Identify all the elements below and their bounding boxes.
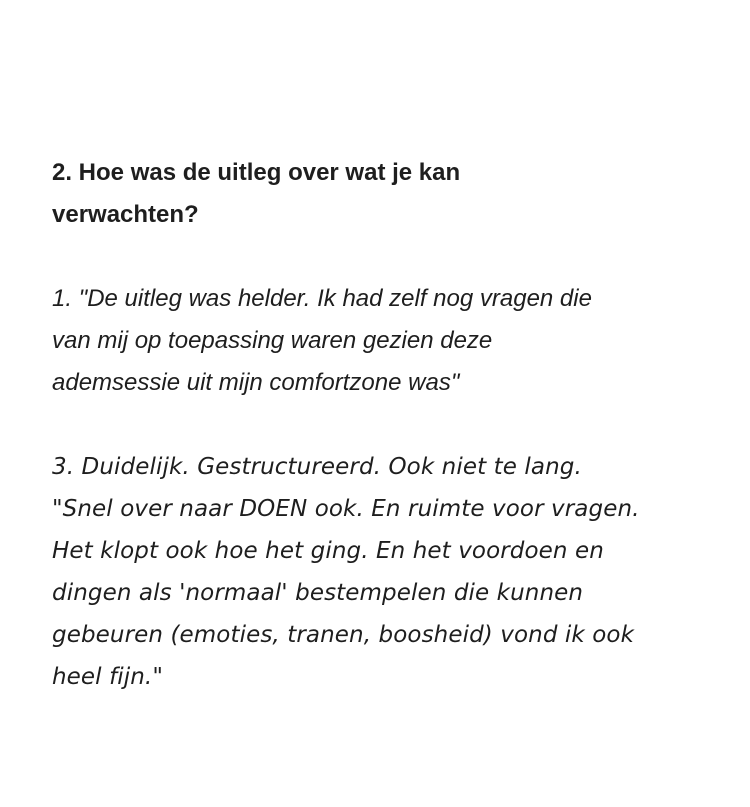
question-heading: 2. Hoe was de uitleg over wat je kan verwachten? <box>52 159 461 228</box>
answer-item: 1. "De uitleg was helder. Ik had zelf nog vragen die van mij op toepassing waren gezien deze ademsessie uit mijn comfortzone was" <box>52 285 592 396</box>
answer-item: 3. Duidelijk. Gestructureerd. Ook niet te lang. "Snel over naar DOEN ook. En ruimte voor vragen. Het klopt ook hoe het ging. En het voordoen en dingen als 'normaal' bestempelen die kunnen gebeuren (emoties, tranen, boosheid) vond ik ook heel fijn." <box>52 454 640 690</box>
survey-response-block <box>52 152 712 698</box>
